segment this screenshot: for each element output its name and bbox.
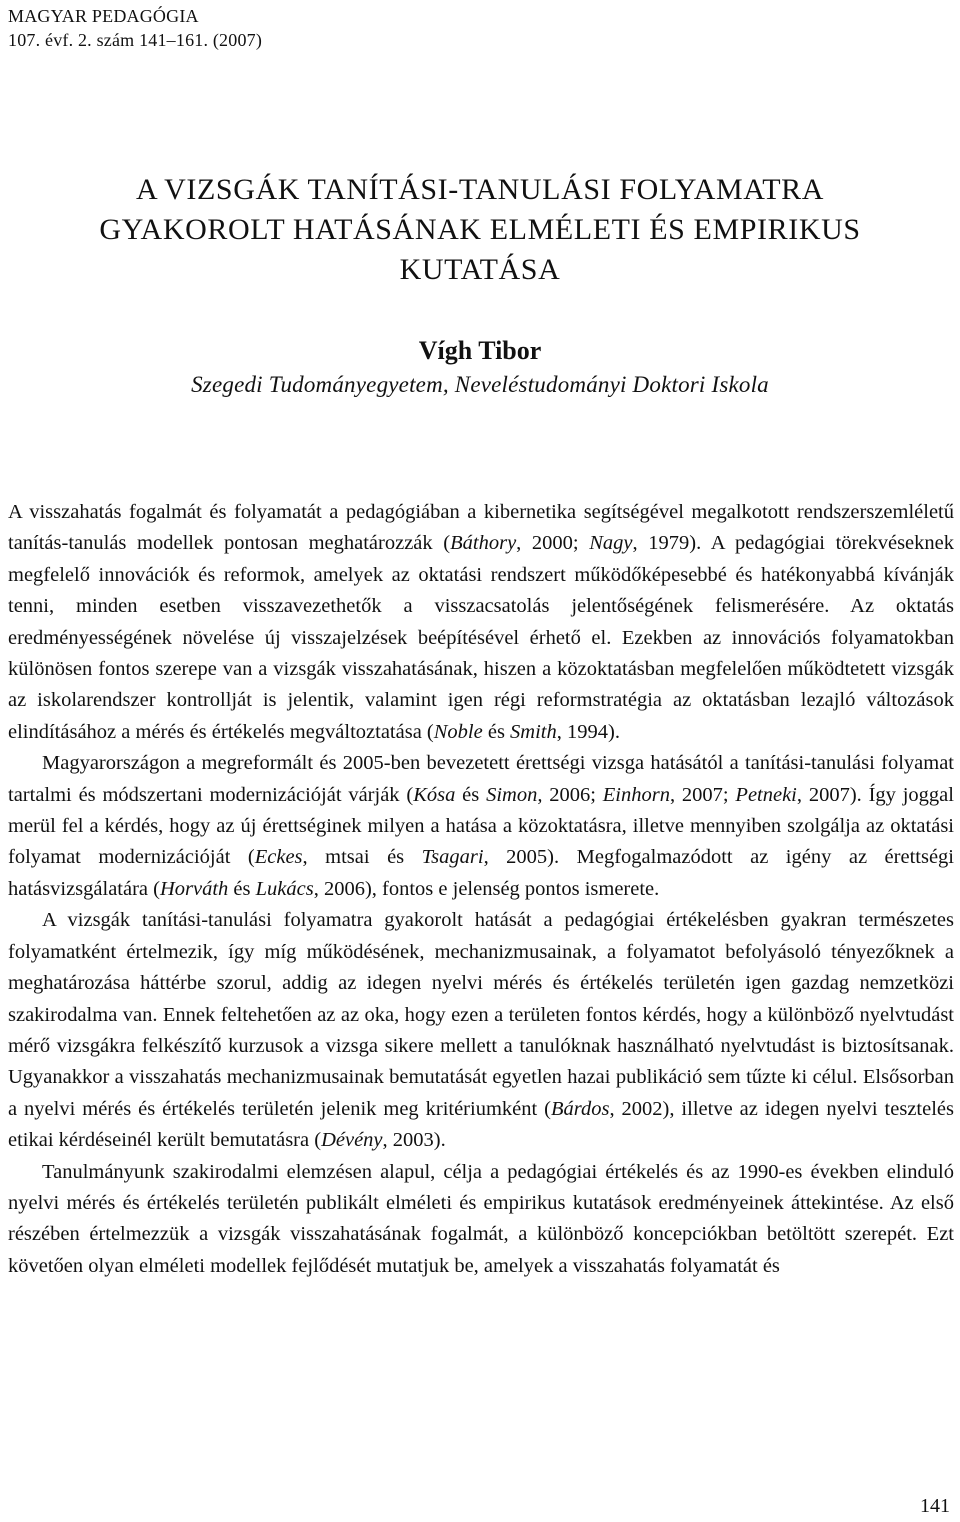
article-body (8, 497, 954, 1282)
text-run: , 2006), fontos e jelenség pontos ismerete. (313, 877, 660, 900)
article-title (0, 170, 960, 290)
text-run: , 1979). A pedagógiai törekvéseknek megfelelő innovációk és reformok, amelyek az oktatási rendszert működőképesebbé és hatékonyabbá kívánják tenni, minden esetben visszavezethetők a visszacsatolás jelentőségének felismerésére. Az oktatás eredményességének növelése új visszajelzések beépítésével érhető el. Ezekben az innovációs folyamatokban különösen fontos szerepe van a vizsgák visszahatásának, hiszen a közoktatásban megfelelően működtetett vizsgák az iskolarendszer kontrollját is jelentik, valamint igen régi reformstratégia az oktatásban lezajló változások elindításához a mérés és értékelés megváltoztatása ( (8, 532, 954, 743)
text-run: A visszahatás fogalmát és folyamatát a pedagógiában a kibernetika segítségével megalkotott rendszerszemléletű tanítás-tanulás modellek pontosan meghatározzák ( (8, 501, 954, 555)
citation-author: Petneki (735, 783, 797, 806)
text-run: Tanulmányunk szakirodalmi elemzésen alapul, célja a pedagógiai értékelés és az 1990-es években elinduló nyelvi mérés és értékelés területén publikált elméleti és empirikus kutatások eredményeinek áttekintése. Az első részében értelmezzük a vizsgák visszahatásának fogalmát, a különböző koncepciókban betöltött szerepét. Ezt követően olyan elméleti modellek fejlődését mutatjuk be, amelyek a visszahatás folyamatát és (8, 1160, 954, 1277)
text-run: 2006; (542, 783, 603, 806)
text-run: és (482, 720, 511, 743)
body-paragraph (8, 497, 954, 748)
text-run: , mtsai és (302, 846, 422, 869)
journal-header (8, 4, 262, 52)
journal-name: MAGYAR PEDAGÓGIA (8, 6, 199, 26)
citation-author: Noble (433, 720, 483, 743)
citation-author: Lukács (255, 877, 314, 900)
citation-author: Smith (510, 720, 557, 743)
title-line-1: A VIZSGÁK TANÍTÁSI-TANULÁSI FOLYAMATRA (135, 173, 825, 206)
title-line-3: KUTATÁSA (399, 253, 561, 286)
text-run: Magyarországon a megreformált és 2005-ben bevezetett érettségi vizsga hatásától a tanítási-tanulási folyamat tartalmi és módszertani modernizációját várják ( (8, 752, 954, 806)
text-run: , 2005). Megfogalmazódott az igény az érettségi hatásvizsgálatára ( (8, 846, 954, 900)
citation-author: Eckes (254, 846, 303, 869)
citation-author: Horváth (159, 877, 229, 900)
citation-author: Nagy (589, 532, 633, 555)
citation-author: Kósa (413, 783, 456, 806)
text-run: , 2003). (382, 1129, 446, 1152)
text-run: , 2007; (669, 783, 736, 806)
text-run: , 2000; (516, 532, 590, 555)
text-run: és (228, 877, 256, 900)
author-name: Vígh Tibor (418, 336, 542, 365)
text-run: és (455, 783, 487, 806)
citation-author: Báthory (450, 532, 517, 555)
author-affiliation: Szegedi Tudományegyetem, Neveléstudományi Doktori Iskola (191, 372, 769, 397)
citation-author: Bárdos (550, 1097, 610, 1120)
citation-author: Dévény (321, 1129, 383, 1152)
citation-author: Einhorn (602, 783, 670, 806)
journal-issue: 107. évf. 2. szám 141–161. (2007) (8, 30, 263, 50)
text-run: A vizsgák tanítási-tanulási folyamatra gyakorolt hatását a pedagógiai értékelésben gyakran természetes folyamatként értelmezik, így míg működésének, mechanizmusainak, a folyamatot befolyásoló tényezőknek a meghatározása háttérbe szorul, addig az idegen nyelvi mérés és értékelés területén igen gazdag nemzetközi szakirodalma van. Ennek feltehetően az az oka, hogy ezen a területen fontos kérdés, hogy a különböző nyelvtudást mérő vizsgákra felkészítő kurzusok a vizsga sikere mellett a tanulóknak használható nyelvtudást is biztosítsanak. Ugyanakkor a visszahatás mechanizmusainak bemutatását egyetlen hazai publikáció sem tűzte ki célul. Elsősorban a nyelvi mérés és értékelés területén jelenik meg kritériumként ( (8, 909, 954, 1120)
page-number: 141 (920, 1495, 950, 1517)
text-run: , 2002), illetve az idegen nyelvi tesztelés etikai kérdéseinél került bemutatásra ( (8, 1097, 954, 1152)
body-paragraph (8, 1157, 954, 1283)
citation-author: Simon, (486, 783, 543, 806)
text-run: , 1994). (556, 720, 620, 743)
body-paragraph (8, 905, 954, 1156)
title-line-2: GYAKOROLT HATÁSÁNAK ELMÉLETI ÉS EMPIRIKUS (99, 213, 861, 246)
citation-author: Tsagari (421, 846, 484, 869)
body-paragraph (8, 748, 954, 905)
text-run: , 2007). Így joggal merül fel a kérdés, hogy az új érettséginek milyen a hatása a közoktatásra, illetve mennyiben szolgálja az oktatási folyamat modernizációját ( (8, 783, 954, 869)
